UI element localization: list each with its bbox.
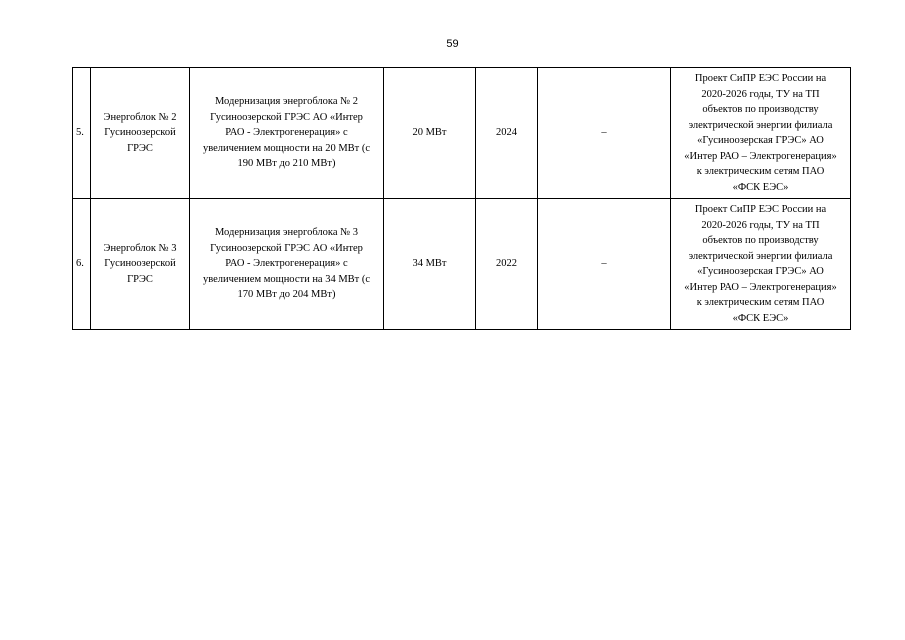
object-name-cell bbox=[91, 199, 190, 330]
table-row bbox=[73, 199, 851, 330]
object-name-line: Гусиноозерской bbox=[104, 258, 176, 270]
capacity-cell: 20 МВт bbox=[384, 68, 476, 199]
object-name-line: Гусиноозерской bbox=[104, 127, 176, 139]
description-line: Модернизация энергоблока № 2 bbox=[214, 96, 359, 108]
basis-line: «Гусиноозерская ГРЭС» АО bbox=[697, 266, 824, 277]
object-name-line: ГРЭС bbox=[127, 142, 153, 154]
basis-line: «Интер РАО – Электрогенерация» bbox=[684, 281, 837, 293]
basis-line: «ФСК ЕЭС» bbox=[732, 312, 789, 324]
object-name-line: Энергоблок № 3 bbox=[103, 242, 177, 254]
basis-line: объектов по производству bbox=[702, 235, 819, 246]
basis-line: 2020-2026 годы, ТУ на ТП bbox=[701, 88, 820, 100]
description-line: РАО - Электрогенерация» с bbox=[225, 127, 348, 139]
description-line: Модернизация энергоблока № 3 bbox=[214, 227, 359, 239]
basis-line: к электрическим сетям ПАО bbox=[696, 166, 825, 177]
basis-line: электрической энергии филиала bbox=[688, 250, 833, 262]
description-line: 190 МВт до 210 МВт) bbox=[237, 158, 336, 170]
basis-line: «ФСК ЕЭС» bbox=[732, 181, 789, 193]
description-cell bbox=[190, 199, 384, 330]
description-line: 170 МВт до 204 МВт) bbox=[237, 289, 336, 301]
description-line: увеличением мощности на 20 МВт (с bbox=[202, 142, 371, 154]
object-name-line: ГРЭС bbox=[127, 273, 153, 285]
year-cell: 2024 bbox=[476, 68, 538, 199]
basis-line: «Гусиноозерская ГРЭС» АО bbox=[697, 135, 824, 146]
dash-cell: – bbox=[538, 68, 671, 199]
investment-table bbox=[72, 67, 851, 330]
description-line: Гусиноозерской ГРЭС АО «Интер bbox=[210, 111, 363, 123]
description-line: увеличением мощности на 34 МВт (с bbox=[202, 273, 371, 285]
basis-line: «Интер РАО – Электрогенерация» bbox=[684, 150, 837, 162]
description-line: Гусиноозерской ГРЭС АО «Интер bbox=[210, 242, 363, 254]
row-number: 6. bbox=[73, 199, 91, 330]
basis-cell bbox=[671, 68, 851, 199]
capacity-cell: 34 МВт bbox=[384, 199, 476, 330]
row-number: 5. bbox=[73, 68, 91, 199]
page-number: 59 bbox=[446, 38, 459, 50]
object-name-line: Энергоблок № 2 bbox=[103, 111, 177, 123]
basis-line: Проект СиПР ЕЭС России на bbox=[694, 73, 827, 84]
basis-line: Проект СиПР ЕЭС России на bbox=[694, 204, 827, 215]
basis-line: к электрическим сетям ПАО bbox=[696, 297, 825, 308]
description-cell bbox=[190, 68, 384, 199]
basis-line: объектов по производству bbox=[702, 104, 819, 115]
basis-line: электрической энергии филиала bbox=[688, 119, 833, 131]
description-line: РАО - Электрогенерация» с bbox=[225, 258, 348, 270]
object-name-cell bbox=[91, 68, 190, 199]
basis-line: 2020-2026 годы, ТУ на ТП bbox=[701, 219, 820, 231]
table-row bbox=[73, 68, 851, 199]
basis-cell bbox=[671, 199, 851, 330]
dash-cell: – bbox=[538, 199, 671, 330]
year-cell: 2022 bbox=[476, 199, 538, 330]
